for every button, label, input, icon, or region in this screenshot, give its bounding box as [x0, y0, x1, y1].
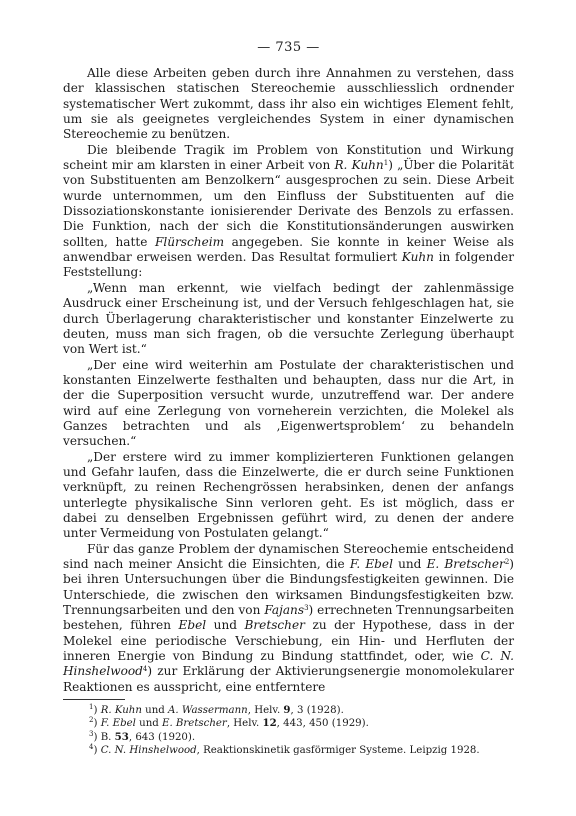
- footnote-ref: 1: [383, 159, 389, 168]
- footnote-ref: 2: [504, 558, 510, 566]
- author-name: F. Ebel: [349, 557, 393, 571]
- quote-paragraph: „Wenn man erkennt, wie vielfach bedingt der zahlenmässige Ausdruck einer Erscheinung ist, und der Versuch fehlgeschlagen hat, sie durch Überlagerung charakteristischer und konstanter Einzelwerte zu deuten, muss man sich fragen, ob die versuchte Zerlegung überhaupt von Wert ist.“: [63, 280, 514, 357]
- footnote-ref: 3: [304, 604, 309, 613]
- body-text: [63, 66, 514, 695]
- author-name: C. N. Hinshelwood: [63, 649, 514, 679]
- author-name: Fajans: [264, 603, 305, 618]
- footnotes: [63, 704, 514, 757]
- author-name: Flürscheim: [154, 234, 225, 249]
- footnote: $^1$) R. Kuhn und A. Wassermann, Helv. 9, 3 (1928).: [89, 703, 344, 717]
- page-number: — 735 —: [257, 40, 320, 55]
- author-name: Ebel: [178, 618, 207, 633]
- author-name: R. Kuhn: [334, 158, 384, 173]
- author-name: E. Bretscher: [426, 557, 505, 571]
- document-page: [63, 40, 514, 757]
- footnote: $^3$) B. 53, 643 (1920).: [89, 729, 196, 743]
- paragraph: Die bleibende Tragik im Problem von Konstitution und Wirkung scheint mir am klarsten in einer Arbeit von R. Kuhn$^1$) „Über die Polarität von Substituenten am Benzolkern“ ausgesprochen zu sein. Diese Arbeit wurde unternommen, um den Einfluss der Substituenten auf die Dissoziationskonstante ionisierender Derivate des Benzols zu erfassen. Die Funktion, nach der sich die Konstitutionsänderungen auswirken sollten, hatte Flürscheim angegeben. Sie konnte in keiner Weise als anwendbar erweisen werden. Das Resultat formuliert Kuhn in folgender Feststellung:: [63, 142, 514, 280]
- author-name: Bretscher: [244, 618, 305, 633]
- footnote-ref: 4: [142, 665, 148, 674]
- footnote-divider: [63, 699, 125, 700]
- footnote: $^4$) C. N. Hinshelwood, Reaktionskinetik gasförmiger Systeme. Leipzig 1928.: [89, 742, 480, 756]
- paragraph: Für das ganze Problem der dynamischen Stereochemie entscheidend sind nach meiner Ansicht die Einsichten, die F. Ebel und E. Bretscher$^2$) bei ihren Untersuchungen über die Bindungsfestigkeiten gewinnen. Die Unterschiede, die zwischen den wirksamen Bindungsfestigkeiten bzw. Trennungsarbeiten und den von Fajans$^3$) errechneten Trennungsarbeiten bestehen, führen Ebel und Bretscher zu der Hypothese, dass in der Molekel eine periodische Verschiebung, ein Hin- und Herfluten der inneren Energie von Bindung zu Bindung stattfindet, oder, wie C. N. Hinshelwood$^4$) zur Erklärung der Aktivierungsenergie monomolekularer Reaktionen es ausspricht, eine entferntere: [63, 541, 515, 694]
- author-name: Kuhn: [401, 250, 434, 265]
- quote-paragraph: „Der erstere wird zu immer komplizierteren Funktionen gelangen und Gefahr laufen, dass die Einzelwerte, die er durch seine Funktionen verknüpft, zu reinen Rechengrössen herabsinken, denen der anfangs unterlegte physikalische Sinn verloren geht. Es ist möglich, dass er dabei zu denselben Ergebnissen geführt wird, zu denen der andere unter Vermeidung von Postulaten gelangt.“: [63, 449, 514, 541]
- footnote: $^2$) F. Ebel und E. Bretscher, Helv. 12, 443, 450 (1929).: [89, 716, 369, 730]
- paragraph: Alle diese Arbeiten geben durch ihre Annahmen zu verstehen, dass der klassischen statischen Stereochemie ausschliesslich ordnender systematischer Wert zukommt, dass ihr also ein wichtiges Element fehlt, um sie als geeignetes vergleichendes System in einer dynamischen Stereochemie zu benützen.: [63, 66, 514, 142]
- quote-paragraph: „Der eine wird weiterhin am Postulate der charakteristischen und konstanten Einzelwerte festhalten und behaupten, dass nur die Art, in der die Superposition versucht wurde, unzutreffend war. Der andere wird auf eine Zerlegung von vorneherein verzichten, die Molekel als Ganzes betrachten und als ‚Eigenwertsproblem‘ zu behandeln versuchen.“: [63, 357, 514, 449]
